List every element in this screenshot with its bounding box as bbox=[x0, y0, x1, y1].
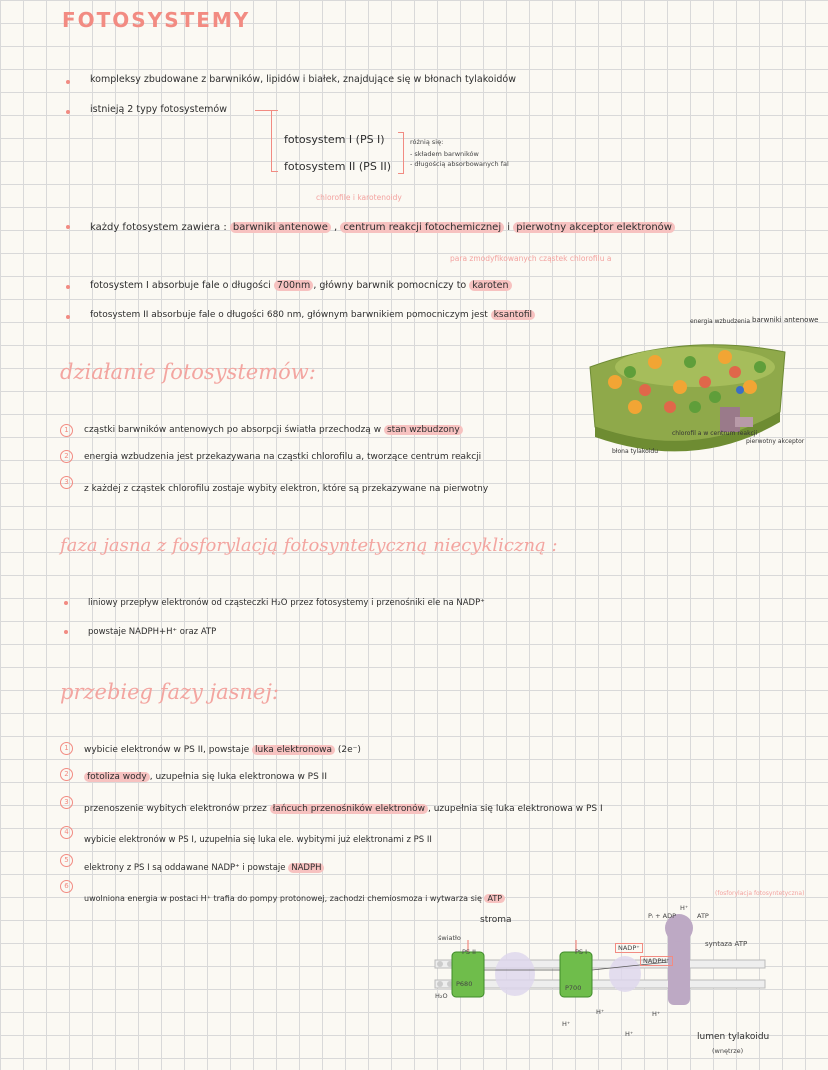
bullet3-pre: każdy fotosystem zawiera : bbox=[90, 222, 227, 233]
right-brace bbox=[398, 132, 404, 174]
step1-pre: wybicie elektronów w PS II, powstaje bbox=[84, 745, 250, 755]
differ-head: różnią się: bbox=[410, 138, 444, 146]
label-nadp: NADP⁺ bbox=[615, 943, 643, 953]
label-ps2: PS II bbox=[462, 948, 476, 956]
highlight-atp: ATP bbox=[484, 894, 505, 903]
note-pump: (fosforylacja fotosyntetyczna) bbox=[715, 890, 805, 897]
label-stroma: stroma bbox=[480, 915, 512, 925]
bullet-text bbox=[90, 280, 512, 291]
bullet-text: kompleksy zbudowane z barwników, lipidów i białek, znajdujące się w błonach tylakoidów bbox=[90, 74, 516, 85]
step1-post: (2e⁻) bbox=[337, 745, 361, 755]
bullet-text: powstaje NADPH+H⁺ oraz ATP bbox=[88, 627, 217, 637]
label-antenna: barwniki antenowe bbox=[752, 316, 819, 324]
highlight-acceptor: pierwotny akceptor elektronów bbox=[513, 222, 675, 233]
label-light: światło bbox=[438, 934, 461, 942]
label-h-plus: H⁺ bbox=[625, 1030, 634, 1038]
highlight-excited: stan wzbudzony bbox=[384, 425, 463, 435]
step5-pre: elektrony z PS I są oddawane NADP⁺ i powstaje bbox=[84, 863, 286, 873]
highlight-gap: luka elektronowa bbox=[252, 745, 335, 755]
label-p700: P700 bbox=[565, 984, 582, 992]
label-h-plus: H⁺ bbox=[562, 1020, 571, 1028]
step-text bbox=[84, 863, 324, 873]
bullet-dot bbox=[66, 225, 70, 229]
step2-post: , uzupełnia się luka elektronowa w PS II bbox=[149, 772, 327, 782]
bullet5-pre: fotosystem II absorbuje fale o długości 680 nm, głównym barwnikiem pomocniczym jest bbox=[90, 310, 488, 320]
highlight-nadph: NADPH bbox=[288, 863, 324, 873]
number-badge: 1 bbox=[60, 424, 73, 437]
label-h-plus: H⁺ bbox=[680, 904, 689, 912]
label-adp: Pᵢ + ADP bbox=[648, 912, 677, 920]
highlight-chain: łańcuch przenośników elektronów bbox=[270, 804, 428, 814]
label-h2o: H₂O bbox=[435, 992, 448, 1000]
number-badge: 5 bbox=[60, 854, 73, 867]
bullet-dot bbox=[66, 285, 70, 289]
bullet-dot bbox=[64, 630, 68, 634]
bullet-dot bbox=[66, 110, 70, 114]
highlight-700nm: 700nm bbox=[274, 280, 313, 291]
highlight-ksantofil: ksantofil bbox=[491, 310, 535, 320]
label-lumen-sub: (wnętrze) bbox=[712, 1047, 744, 1055]
page-title: FOTOSYSTEMY bbox=[62, 8, 251, 32]
list-item: energia wzbudzenia jest przekazywana na cząstki chlorofilu a, tworzące centrum reakcji bbox=[84, 452, 482, 462]
label-atp: ATP bbox=[697, 912, 709, 920]
label-energy: energia wzbudzenia bbox=[690, 318, 751, 325]
label-h-plus: H⁺ bbox=[596, 1008, 605, 1016]
section-heading: przebieg fazy jasnej: bbox=[60, 680, 279, 704]
bullet-text bbox=[90, 310, 535, 320]
step-text bbox=[84, 772, 327, 782]
label-p680: P680 bbox=[456, 980, 473, 988]
number-badge: 1 bbox=[60, 742, 73, 755]
step-text bbox=[84, 804, 603, 814]
bullet-dot bbox=[66, 80, 70, 84]
number-badge: 6 bbox=[60, 880, 73, 893]
bullet4-pre: fotosystem I absorbuje fale o długości bbox=[90, 280, 271, 291]
label-acceptor: pierwotny akceptor bbox=[746, 438, 805, 445]
note-pair: para zmodyfikowanych cząstek chlorofilu a bbox=[450, 254, 612, 263]
label-ps1: PS I bbox=[575, 948, 588, 956]
bullet-dot bbox=[66, 315, 70, 319]
list-item: z każdej z cząstek chlorofilu zostaje wybity elektron, które są przekazywane na pierwotny bbox=[84, 484, 489, 494]
number-badge: 2 bbox=[60, 768, 73, 781]
label-membrane: błona tylakoidu bbox=[612, 448, 659, 455]
item1-pre: cząstki barwników antenowych po absorpcji światła przechodzą w bbox=[84, 425, 382, 435]
section-heading: działanie fotosystemów: bbox=[60, 360, 316, 384]
bullet4-mid: , główny barwnik pomocniczy to bbox=[313, 280, 467, 291]
differ-item: - składem barwników bbox=[410, 150, 479, 158]
number-badge: 3 bbox=[60, 796, 73, 809]
section-heading: faza jasna z fosforylacją fotosyntetyczną niecykliczną : bbox=[60, 535, 558, 556]
number-badge: 3 bbox=[60, 476, 73, 489]
highlight-photolysis: fotoliza wody bbox=[84, 772, 150, 782]
highlight-center: centrum reakcji fotochemicznej bbox=[340, 222, 504, 233]
highlight-antenna: barwniki antenowe bbox=[230, 222, 331, 233]
left-brace bbox=[271, 110, 278, 172]
note-chlorophyll: chlorofile i karotenoidy bbox=[316, 193, 402, 202]
ps1-label: fotosystem I (PS I) bbox=[284, 133, 385, 146]
label-h-plus: H⁺ bbox=[652, 1010, 661, 1018]
differ-item: - długością absorbowanych fal bbox=[410, 160, 509, 168]
step3-pre: przenoszenie wybitych elektronów przez bbox=[84, 804, 267, 814]
step-text: wybicie elektronów w PS I, uzupełnia się luka ele. wybitymi już elektronami z PS II bbox=[84, 835, 432, 845]
bullet-dot bbox=[64, 601, 68, 605]
number-badge: 2 bbox=[60, 450, 73, 463]
label-synthase: syntaza ATP bbox=[705, 940, 748, 948]
list-item bbox=[84, 425, 463, 435]
step3-post: , uzupełnia się luka elektronowa w PS I bbox=[428, 804, 603, 814]
label-center: chlorofil a w centrum reakcji bbox=[672, 430, 758, 437]
ps2-label: fotosystem II (PS II) bbox=[284, 160, 392, 173]
bullet-text: każdy fotosystem zawiera : barwniki antenowe , centrum reakcji fotochemicznej i pierwotny akceptor elektronów bbox=[90, 222, 675, 233]
step-text bbox=[84, 745, 361, 755]
bullet-text: istnieją 2 typy fotosystemów bbox=[90, 104, 228, 115]
step6-pre: uwolniona energia w postaci H⁺ trafia do pompy protonowej, zachodzi chemiosmoza i wytwarza się bbox=[84, 894, 482, 903]
number-badge: 4 bbox=[60, 826, 73, 839]
label-lumen: lumen tylakoidu bbox=[697, 1032, 770, 1042]
highlight-karoten: karoten bbox=[469, 280, 511, 291]
bullet-text: liniowy przepływ elektronów od cząsteczki H₂O przez fotosystemy i przenośniki ele na NADP⁺ bbox=[88, 598, 485, 608]
label-nadph: NADPH⁺ bbox=[640, 956, 673, 966]
